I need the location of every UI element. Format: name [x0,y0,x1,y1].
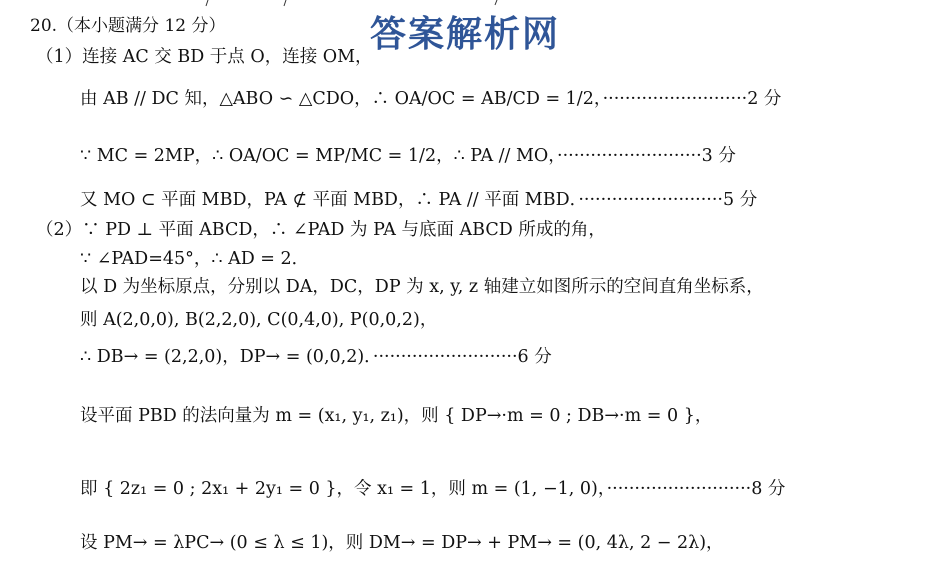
part2-vectors: ∴ DB→ = (2,2,0)，DP→ = (0,0,2)．··························6 分 [80,347,552,367]
part1-conclusion: 又 MO ⊂ 平面 MBD，PA ⊄ 平面 MBD，∴ PA // 平面 MBD．··························5 分 [80,190,758,210]
part2-points: 则 A(2,0,0), B(2,2,0), C(0,4,0), P(0,0,2)， [80,310,438,330]
part2-point-m: 设 PM→ = λPC→ (0 ≤ λ ≤ 1)，则 DM→ = DP→ + PM→ = (0, 4λ, 2 − 2λ)， [80,533,724,553]
part2-solve-normal: 即 { 2z₁ = 0 ; 2x₁ + 2y₁ = 0 }，令 x₁ = 1，则 m = (1, −1, 0)，··························8 分 [80,479,786,499]
part2-angle: ∵ ∠PAD=45°，∴ AD = 2． [80,249,310,269]
part1-ratio: ∵ MC = 2MP，∴ OA/OC = MP/MC = 1/2，∴ PA // MO，··························3 分 [80,146,736,166]
part2-coordinate-system: 以 D 为坐标原点，分别以 DA，DC，DP 为 x, y, z 轴建立如图所示的空间直角坐标系， [80,277,764,297]
watermark: 答案解析网 [370,14,561,55]
problem-header: 20.（本小题满分 12 分） [30,16,226,36]
part1-similar-triangles: 由 AB // DC 知，△ABO ∽ △CDO，∴ OA/OC = AB/CD = 1/2，··························2 分 [80,89,782,109]
part1-intro: （1）连接 AC 交 BD 于点 O，连接 OM， [36,47,373,67]
part2-intro: （2）∵ PD ⊥ 平面 ABCD，∴ ∠PAD 为 PA 与底面 ABCD 所成的角， [36,220,606,240]
part2-normal-vector: 设平面 PBD 的法向量为 m = (x₁, y₁, z₁)，则 { DP→·m = 0 ; DB→·m = 0 }， [80,406,713,426]
